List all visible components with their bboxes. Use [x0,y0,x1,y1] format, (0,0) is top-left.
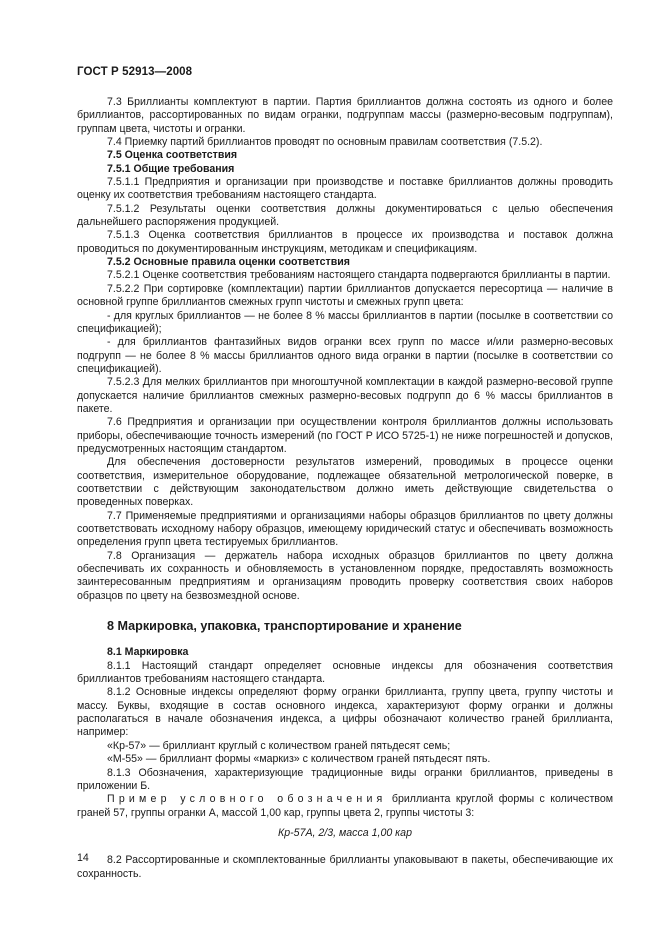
subsection-heading: 7.5.2 Основные правила оценки соответствия [107,256,350,269]
document-body [77,96,613,881]
paragraph-list [77,96,613,793]
paragraph: 7.8 Организация — держатель набора исходных образцов бриллиантов по цвету должна обеспечивать их сохранность и обновляемость в установленном порядке, предоставлять возможность заинтересованным предприятиям и организациям проводить проверку соответствия своих наборов образцов по цвету на безвозмездной основе. [77,549,613,602]
paragraph: 7.3 Бриллианты комплектуют в партии. Партия бриллиантов должна состоять из одного и более бриллиантов, рассортированных по видам огранки, подгруппам массы (размерно-весовым подгруппам), группам цвета, чистоты и огранки. [77,96,613,135]
subsection-heading: 7.5.1 Общие требования [107,162,235,175]
paragraph: 7.7 Применяемые предприятиями и организациями наборы образцов бриллиантов по цвету должны соответствовать исходному набору образцов, имеющему юридический статус и обеспечивать возможность определения групп цвета тестируемых бриллиантов. [77,509,613,549]
example-paragraph [77,793,613,820]
paragraph: 7.5.2.2 При сортировке (комплектации) партии бриллиантов допускается пересортица — наличие в основной группе бриллиантов смежных групп чистоты и смежных групп цвета: [77,282,613,309]
subsection-heading: 7.5 Оценка соответствия [107,149,238,162]
paragraph: 7.5.2.1 Оценке соответствия требованиям настоящего стандарта подвергаются бриллианты в партии. [107,269,611,282]
paragraph: 7.5.1.2 Результаты оценки соответствия должны документироваться с целью обеспечения дальнейшего распоряжения продукцией. [77,202,613,229]
paragraph: 7.6 Предприятия и организации при осуществлении контроля бриллиантов должны использовать приборы, обеспечивающие точность измерений (по ГОСТ Р ИСО 5725-1) не ниже погрешностей и допусков, предусмотренных настоящим стандартом. [77,416,613,455]
paragraph: - для круглых бриллиантов — не более 8 % массы бриллиантов в партии (посылке в соответствии со спецификацией); [77,309,613,335]
paragraph: - для бриллиантов фантазийных видов огранки всех групп по массе и/или размерно-весовых подгрупп — не более 8 % массы бриллиантов одного вида огранки в партии (посылке в соответствии со спецификацией). [77,336,613,375]
example-text: бриллианта круглой формы с количеством граней 57, группы огранки А, массой 1,00 кар, группы цвета 2, группы чистоты 3: [77,793,613,819]
paragraph: 8.1.1 Настоящий стандарт определяет основные индексы для обозначения соответствия бриллиантов требованиям настоящего стандарта. [77,659,613,686]
paragraph: 7.4 Приемку партий бриллиантов проводят по основным правилам соответствия (7.5.2). [107,136,543,149]
example-label: Пример условного обозначения [107,793,387,806]
paragraph: 7.5.1.1 Предприятия и организации при производстве и поставке бриллиантов должны проводить оценку их соответствия требованиям настоящего стандарта. [77,176,613,202]
page-number: 14 [77,852,89,864]
paragraph: 7.5.1.3 Оценка соответствия бриллиантов в процессе их производства и поставок должна проводиться по документированным инструкциям, методикам и спецификациям. [77,229,613,255]
paragraph: 8.1.2 Основные индексы определяют форму огранки бриллианта, группу цвета, группу чистоты и массу. Буквы, входящие в состав основного индекса, характеризуют форму огранки и должны располагаться в начале обозначения индекса, а цифры обозначают количество граней бриллианта, например: [77,686,613,739]
paragraph-8-2: 8.2 Рассортированные и скомплектованные бриллианты упаковывают в пакеты, обеспечивающие их сохранность. [77,854,613,880]
paragraph: «Кр-57» — бриллиант круглый с количеством граней пятьдесят семь; [107,739,451,752]
paragraph: «М-55» — бриллиант формы «маркиз» с количеством граней пятьдесят пять. [107,753,491,766]
paragraph: 7.5.2.3 Для мелких бриллиантов при многоштучной комплектации в каждой размерно-весовой группе допускается наличие бриллиантов смежных размерно-весовых подгрупп до 6 % массы бриллиантов в пакете. [77,376,613,415]
standard-header: ГОСТ Р 52913—2008 [77,66,193,78]
subsection-heading: 8.1 Маркировка [107,646,189,659]
section-heading: 8 Маркировка, упаковка, транспортирование и хранение [107,619,462,634]
paragraph: Для обеспечения достоверности результатов измерений, проводимых в процессе оценки соответствия, измерительное оборудование, подлежащее обязательной метрологической поверке, в соответствии с действующим законодательством должно иметь действующие свидетельства о проведенных поверках. [77,456,613,509]
paragraph: 8.1.3 Обозначения, характеризующие традиционные виды огранки бриллиантов, приведены в приложении Б. [77,766,613,792]
example-formula: Кр-57А, 2/3, масса 1,00 кар [278,826,412,839]
